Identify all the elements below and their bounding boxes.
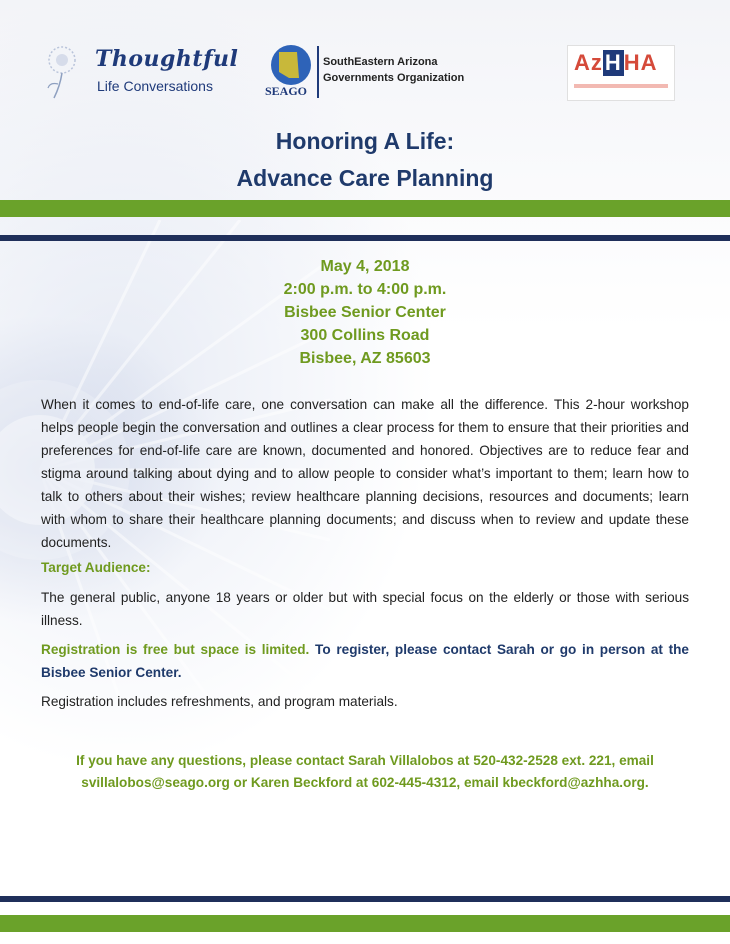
logo-title-text: Thoughtful <box>95 46 239 72</box>
azhha-wordmark <box>574 50 658 76</box>
registration-register-note: To register, please contact Sarah or go in person at the Bisbee Senior Center. <box>41 642 689 680</box>
registration-free-note: Registration is free but space is limited. <box>41 642 310 657</box>
bottom-navy-bar <box>0 896 730 902</box>
thoughtful-life-conversations-logo <box>40 42 240 102</box>
event-date: May 4, 2018 <box>320 258 410 275</box>
page-title-line2: Advance Care Planning <box>236 165 494 191</box>
contact-line1: If you have any questions, please contact Sarah Villalobos at 520-432-2528 ext. 221, email <box>76 753 654 768</box>
logo-divider <box>317 46 319 98</box>
contact-info <box>60 750 670 794</box>
top-navy-bar <box>0 235 730 241</box>
seago-logo <box>265 44 495 100</box>
azhha-logo <box>567 45 675 101</box>
event-time: 2:00 p.m. to 4:00 p.m. <box>283 281 447 298</box>
contact-line2: svillalobos@seago.org or Karen Beckford at 602-445-4312, email kbeckford@azhha.org. <box>81 775 649 790</box>
event-venue: Bisbee Senior Center <box>284 304 446 321</box>
arizona-globe-icon <box>267 44 317 86</box>
seago-organization-name <box>323 54 464 86</box>
event-street: 300 Collins Road <box>300 327 430 344</box>
registration-info <box>41 638 689 684</box>
registration-includes: Registration includes refreshments, and program materials. <box>41 694 398 709</box>
azhha-tagline-graphic <box>574 84 668 88</box>
target-audience-text: The general public, anyone 18 years or older but with special focus on the elderly or those with serious illness. <box>41 590 689 628</box>
seago-name-line2: Governments Organization <box>323 72 465 84</box>
top-green-bar <box>0 200 730 217</box>
event-city: Bisbee, AZ 85603 <box>299 350 431 367</box>
logo-subtitle-text: Life Conversations <box>97 78 213 94</box>
azhha-text-az: Az <box>574 50 603 75</box>
event-details <box>0 255 730 370</box>
bottom-green-bar <box>0 915 730 932</box>
dandelion-icon <box>40 42 90 102</box>
seago-wordmark: SEAGO <box>265 84 308 98</box>
azhha-text-ha: HA <box>623 50 658 75</box>
workshop-description: When it comes to end-of-life care, one conversation can make all the difference. This 2-hour workshop helps people begin the conversation and outlines a clear process for them to ensure that their priorities and preferences for end-of-life care are known, documented and honored. Objectives are to reduce fear and stigma around talking about dying and to allow people to consider what’s important to them; learn how to talk to others about their wishes; review healthcare planning decisions, resources and documents; learn with whom to share their healthcare planning documents; and discuss when to review and update these documents. <box>41 397 689 550</box>
target-audience-heading: Target Audience: <box>41 560 151 575</box>
azhha-text-h: H <box>604 50 622 75</box>
page-title-line1: Honoring A Life: <box>275 128 455 154</box>
seago-name-line1: SouthEastern Arizona <box>323 56 438 68</box>
